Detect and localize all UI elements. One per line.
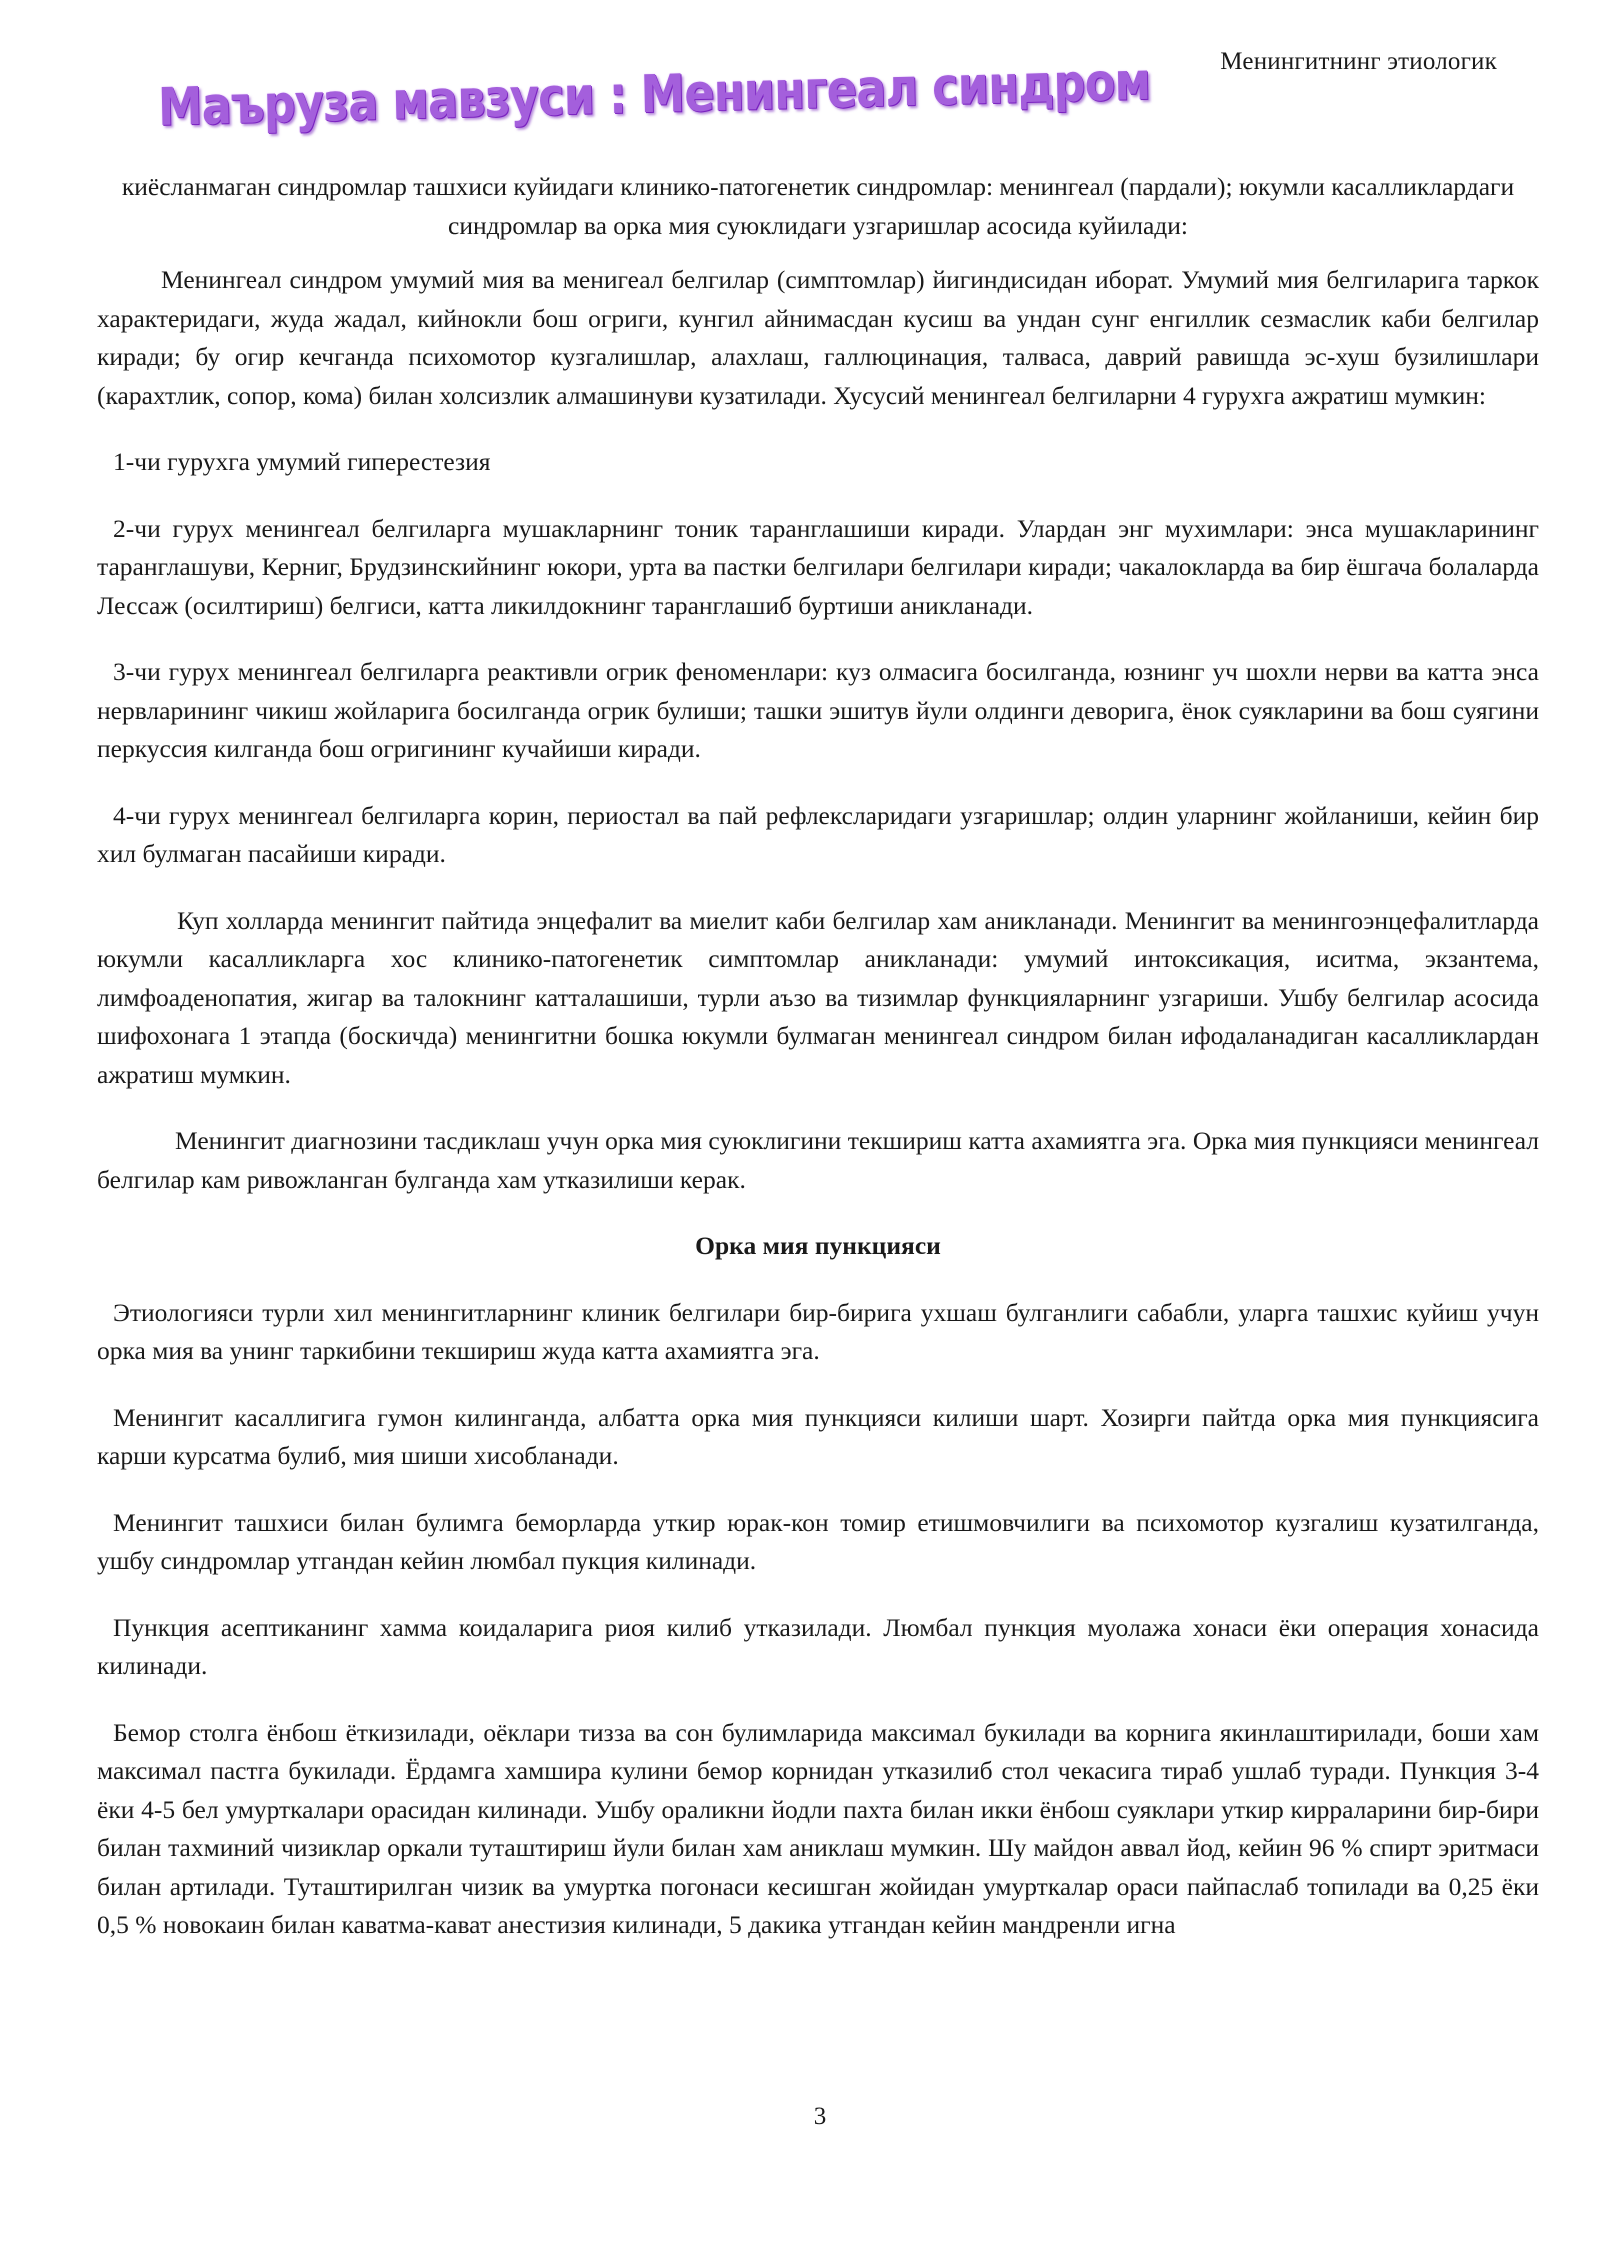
paragraph-etiology: Этиологияси турли хил менингитларнинг клиник белгилари бир-бирига ухшаш булганлиги сабабли, уларга ташхис куйиш учун орка мия ва унинг таркибини текшириш жуда катта ахамиятга эга. (97, 1297, 1539, 1365)
paragraph-acute-insufficiency: Менингит ташхиси билан булимга беморларда уткир юрак-кон томир етишмовчилиги ва психомотор кузгалиш кузатилганда, ушбу синдромлар утгандан кейин люмбал пукция килинади. (97, 1507, 1539, 1575)
paragraph-group-1: 1-чи гурухга умумий гиперестезия (113, 447, 491, 476)
paragraph-procedure: Бемор столга ёнбош ёткизилади, оёклари тизза ва сон булимларида максимал букилади ва корнига якинлаштирилади, боши хам максимал пастга букилади. Ёрдамга хамшира кулини бемор корнидан утказилиб стол чекасига тираб ушлаб туради. Пункция 3-4 ёки 4-5 бел умурткалари орасидан килинади. Ушбу ораликни йодли пахта билан икки ёнбош суяклари уткир кирраларини бир-бири билан тахминий чизиклар оркали туташтириш йули билан хам аниклаш мумкин. Шу майдон аввал йод, кейин 96 % спирт эритмаси билан артилади. Туташтирилган чизик ва умуртка погонаси кесишган жойидан умурткалар ораси пайпаслаб топилади ва 0,25 ёки 0,5 % новокаин билан каватма-кават анестизия килинади, 5 дакика утгандан кейин мандренли игна (97, 1717, 1539, 1939)
paragraph-asepsis: Пункция асептиканинг хамма коидаларига риоя килиб утказилади. Люмбал пункция муолажа хонаси ёки операция хонасида килинади. (97, 1612, 1539, 1680)
page-number: 3 (813, 2103, 827, 2130)
running-header: Менингитнинг этиологик (1220, 48, 1497, 75)
paragraph-meningeal-syndrome: Менингеал синдром умумий мия ва менигеал белгилар (симптомлар) йигиндисидан иборат. Умумий мия белгиларига таркок характеридаги, жуда жадал, кийнокли бош огриги, кунгил айнимасдан кусиш ва ундан сунг енгиллик сезмаслик каби белгилар киради; бу огир кечганда психомотор кузгалишлар, алахлаш, галлюцинация, талваса, даврий равишда эс-хуш бузилишлари (карахтлик, сопор, кома) билан холсизлик алмашинуви кузатилади. Хусусий менингеал белгиларни 4 гурухга ажратиш мумкин: (97, 265, 1539, 410)
paragraph-encephalitis: Куп холларда менингит пайтида энцефалит ва миелит каби белгилар хам аникланади. Менингит ва менингоэнцефалитларда юкумли касалликларга хос клинико-патогенетик симптомлар аникланади: умумий интоксикация, иситма, экзантема, лимфоаденопатия, жигар ва талокнинг катталашиши, турли аъзо ва тизимлар функцияларнинг узгариши. Ушбу белгилар асосида шифохонага 1 этапда (боскичда) менингитни бошка юкумли булмаган менингеал синдром билан ифодаланадиган касалликлардан ажратиш мумкин. (97, 905, 1539, 1089)
paragraph-diagnosis: Менингит диагнозини тасдиклаш учун орка мия суюклигини текшириш катта ахамиятга эга. Орка мия пункцияси менингеал белгилар кам ривожланган булганда хам утказилиши керак. (97, 1126, 1539, 1194)
document-body (97, 168, 1539, 1973)
paragraph-group-4: 4-чи гурух менингеал белгиларга корин, периостал ва пай рефлексларидаги узгаришлар; олдин уларнинг жойланиши, кейин бир хил булмаган пасайиши киради. (97, 800, 1539, 868)
paragraph-group-2: 2-чи гурух менингеал белгиларга мушакларнинг тоник таранглашиши киради. Улардан энг мухимлари: энса мушакларининг таранглашуви, Керниг, Брудзинскийнинг юкори, урта ва пастки белгилари белгилари киради; чакалокларда ва бир ёшгача болаларда Лессаж (осилтириш) белгиси, катта ликилдокнинг таранглашиб буртиши аникланади. (97, 513, 1539, 620)
paragraph-suspicion: Менингит касаллигига гумон килинганда, албатта орка мия пункцияси килиши шарт. Хозирги пайтда орка мия пункциясига карши курсатма булиб, мия шиши хисобланади. (97, 1402, 1539, 1470)
paragraph-group-3: 3-чи гурух менингеал белгиларга реактивли огрик феноменлари: куз олмасига босилганда, юзнинг уч шохли нерви ва катта энса нервларининг чикиш жойларига босилганда огрик булиши; ташки эшитув йули олдинги деворига, ёнок суякларини ва бош суягини перкуссия килганда бош огригининг кучайиши киради. (97, 657, 1539, 763)
intro-paragraph: киёсланмаган синдромлар ташхиси куйидаги клинико-патогенетик синдромлар: менингеал (пардали); юкумли касалликлардаги синдромлар ва орка мия суюклидаги узгаришлар асосида куйилади: (121, 172, 1515, 240)
section-heading-lumbar-puncture: Орка мия пункцияси (695, 1231, 941, 1260)
lecture-title-wordart: Маъруза мавзуси : Менингеал синдром (157, 51, 1151, 138)
